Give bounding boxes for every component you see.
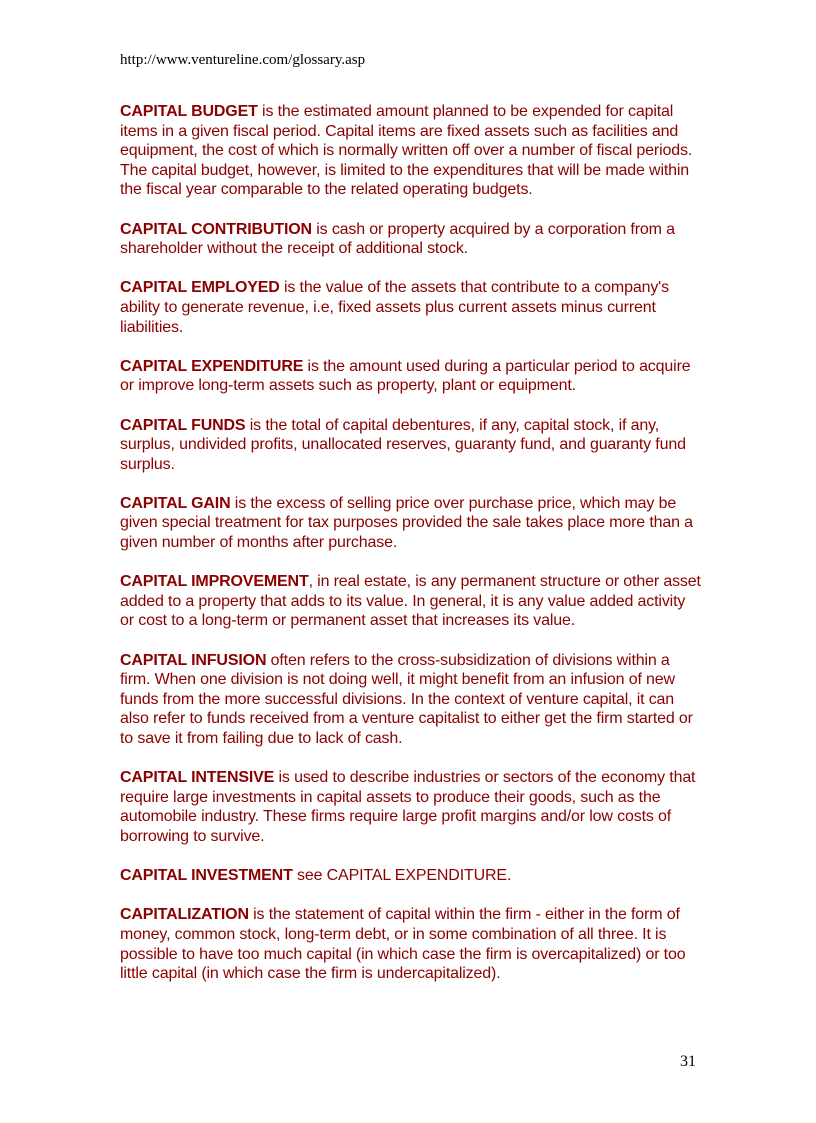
page-number: 31 (680, 1053, 696, 1070)
glossary-definition: is the estimated amount planned to be expended for capital items in a given fiscal period. Capital items are fixed assets such as facilities and equipment, the cost of which is normally written off over a number of fiscal periods. The capital budget, however, is limited to the expenditures that will be made within the fiscal year comparable to the related operating budgets. (120, 103, 693, 199)
glossary-entries (120, 102, 702, 1003)
glossary-entry (120, 572, 702, 631)
header-url: http://www.ventureline.com/glossary.asp (120, 52, 366, 68)
glossary-definition: is the total of capital debentures, if any, capital stock, if any, surplus, undivided profits, unallocated reserves, guaranty fund, and guaranty fund surplus. (120, 416, 686, 473)
glossary-entry (120, 357, 702, 396)
glossary-definition: is the statement of capital within the firm - either in the form of money, common stock, long-term debt, or in some combination of all three. It is possible to have too much capital (in which case the firm is overcapitalized) or too little capital (in which case the firm is undercapitalized). (120, 906, 686, 983)
glossary-entry (120, 494, 702, 553)
glossary-entry (120, 651, 702, 749)
glossary-term: CAPITAL INFUSION (120, 651, 267, 669)
glossary-term: CAPITAL EMPLOYED (120, 279, 280, 297)
glossary-term: CAPITAL GAIN (120, 494, 231, 512)
glossary-definition: is the value of the assets that contribute to a company's ability to generate revenue, i.e, fixed assets plus current assets minus current liabilities. (120, 279, 669, 336)
glossary-entry (120, 866, 702, 886)
glossary-entry (120, 278, 702, 337)
glossary-definition: see CAPITAL EXPENDITURE. (292, 867, 512, 885)
glossary-term: CAPITAL BUDGET (120, 103, 258, 120)
glossary-definition: often refers to the cross-subsidization of divisions within a firm. When one division is not doing well, it might benefit from an infusion of new funds from the more successful divisions. In the context of venture capital, it can also refer to funds received from a venture capitalist to either get the firm started or to save it from failing due to lack of cash. (120, 651, 693, 747)
glossary-definition: is the excess of selling price over purchase price, which may be given special treatment for tax purposes provided the sale takes place more than a given number of months after purchase. (120, 494, 693, 552)
glossary-definition: is the amount used during a particular period to acquire or improve long-term assets such as property, plant or equipment. (120, 357, 691, 395)
glossary-term: CAPITAL EXPENDITURE (120, 357, 304, 375)
glossary-entry (120, 220, 702, 259)
glossary-definition: is cash or property acquired by a corporation from a shareholder without the receipt of additional stock. (120, 220, 675, 258)
glossary-term: CAPITALIZATION (120, 906, 249, 924)
glossary-definition: , in real estate, is any permanent structure or other asset added to a property that adds to its value. In general, it is any value added activity or cost to a long-term or permanent asset that increases its value. (120, 573, 701, 630)
glossary-entry (120, 905, 702, 983)
glossary-entry (120, 416, 702, 475)
glossary-term: CAPITAL CONTRIBUTION (120, 220, 312, 238)
glossary-term: CAPITAL IMPROVEMENT (120, 573, 309, 591)
glossary-term: CAPITAL INTENSIVE (120, 769, 275, 787)
glossary-entry (120, 102, 702, 200)
glossary-term: CAPITAL INVESTMENT (120, 867, 293, 885)
glossary-entry (120, 768, 702, 846)
glossary-term: CAPITAL FUNDS (120, 416, 246, 434)
glossary-definition: is used to describe industries or sectors of the economy that require large investments in capital assets to produce their goods, such as the automobile industry. These firms require large profit margins and/or low costs of borrowing to survive. (120, 769, 696, 845)
